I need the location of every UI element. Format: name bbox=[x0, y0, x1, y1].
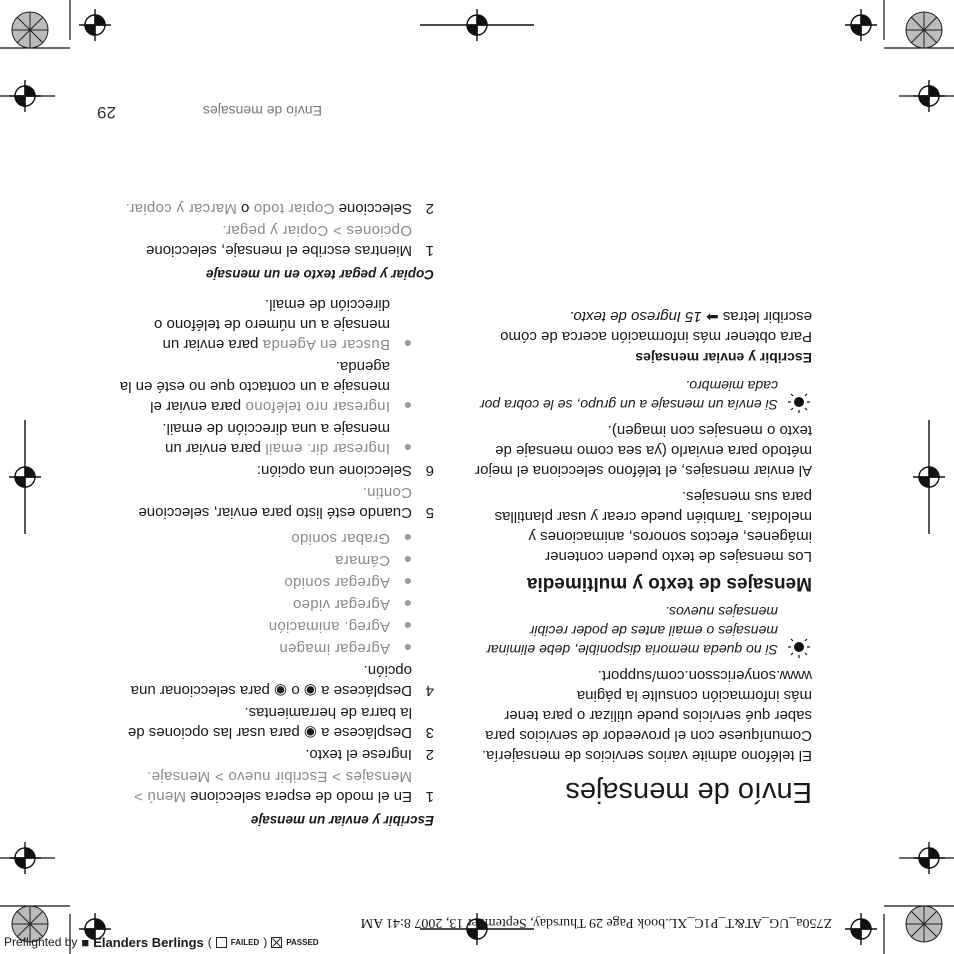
list-item: ● Buscar en Agenda para enviar un mensaje a un número de teléfono o dirección de email. bbox=[154, 296, 412, 353]
section-heading: Mensajes de texto y multimedia bbox=[526, 573, 812, 594]
registration-mark-tl bbox=[845, 913, 877, 945]
passed-checkbox bbox=[271, 937, 282, 948]
list-item: 6 Seleccione una opción: ● Ingresar dir. email para enviar un mensaje a una dirección de email. ● Ingresar nro teléfono para enviar el mensaje a un contacto que no esté en la agenda. ● Buscar en Agenda para enviar un mensaje a un número de teléfono o dirección de email. bbox=[114, 290, 434, 480]
list-item: 4 Desplácese a ◉ o ◉ para seleccionar una opción. ● Agregar imagen ● Agreg. animación ● Agregar video ● Agregar sonido ● Cámara ● Grabar sonido bbox=[114, 524, 434, 700]
subsection-heading: Escribir y enviar mensajes bbox=[635, 350, 812, 366]
tip-group bbox=[472, 376, 812, 414]
brand-logo: ■ bbox=[81, 934, 90, 950]
paragraph-sending: Al enviar mensajes, el teléfono selecciona el mejor método para enviarlo (ya sea como mensaje de texto o mensajes con imagen). bbox=[475, 422, 812, 479]
procedure-heading-copy: Copiar y pegar texto en un mensaje bbox=[205, 267, 434, 282]
intro-paragraph: El teléfono admite varios servicios de mensajería. Comuníquese con el proveedor de servicios para saber qué servicios puede utilizar o para tener más información consulte la página www.sonyericsson.com/support. bbox=[481, 667, 812, 764]
running-title: Envío de mensajes bbox=[202, 103, 322, 119]
page-number: 29 bbox=[97, 103, 116, 122]
paragraph-reference: Para obtener más información acerca de cómo escribir letras ➡ 15 Ingreso de texto. bbox=[500, 308, 812, 345]
main-column bbox=[472, 300, 812, 809]
brand-name: Elanders Berlings bbox=[93, 934, 204, 950]
paragraph-multimedia: Los mensajes de texto pueden contener imágenes, efectos sonoros, animaciones y melodías. También puede crear y usar plantillas para sus mensajes. bbox=[494, 488, 812, 565]
list-item: ● Cámara bbox=[334, 552, 412, 569]
preflight-label: Preflighted by bbox=[4, 935, 78, 949]
list-item: ● Agregar video bbox=[292, 596, 412, 613]
list-item: ● Ingresar nro teléfono para enviar el mensaje a un contacto que no esté en la agenda. bbox=[119, 358, 412, 415]
chapter-title: Envío de mensajes bbox=[565, 776, 812, 808]
steps-copy-list bbox=[114, 198, 434, 260]
lightbulb-icon bbox=[786, 376, 812, 414]
list-item: 1 En el modo de espera seleccione Menú > Mensajes > Escribir nuevo > Mensaje. bbox=[133, 768, 434, 805]
steps-column bbox=[114, 196, 434, 836]
tip-text: Si envía un mensaje a un grupo, se le cobra por cada miembro. bbox=[479, 378, 778, 413]
tip-memory bbox=[472, 602, 812, 659]
attachment-options-list bbox=[114, 528, 412, 658]
list-item: ● Agregar sonido bbox=[284, 574, 412, 591]
list-item: 5 Cuando esté listo para enviar, seleccione Contin. bbox=[138, 484, 434, 521]
arrow-icon: ➡ bbox=[706, 308, 719, 325]
tip-text: Si no queda memoria disponible, debe eliminar mensajes o email antes de poder recibir mensajes nuevos. bbox=[486, 604, 778, 658]
menu-path: Menú > Mensajes > Escribir nuevo > Mensaje. bbox=[133, 768, 412, 805]
list-item: ● Ingresar dir. email para enviar un mensaje a una dirección de email. bbox=[162, 420, 412, 457]
lightbulb-icon bbox=[786, 602, 812, 659]
passed-label: PASSED bbox=[286, 937, 319, 947]
cross-reference-link[interactable]: 15 Ingreso de texto. bbox=[569, 308, 702, 325]
list-item: 1 Mientras escribe el mensaje, seleccione Opciones > Copiar y pegar. bbox=[146, 222, 434, 259]
list-item: 3 Desplácese a ◉ para usar las opciones de la barra de herramientas. bbox=[127, 704, 434, 741]
send-options-list bbox=[114, 294, 412, 458]
list-item: ● Agreg. animación bbox=[268, 618, 412, 635]
list-item: ● Grabar sonido bbox=[291, 530, 412, 547]
steps-write-list bbox=[114, 290, 434, 806]
slug-line: Z750a_UG_AT&T_P1C_XL.book Page 29 Thursday, September 13, 2007 8:41 AM bbox=[360, 915, 832, 930]
list-item: 2 Seleccione Copiar todo o Marcar y copiar. bbox=[125, 200, 434, 217]
list-item: ● Agregar imagen bbox=[279, 640, 412, 657]
list-item: 2 Ingrese el texto. bbox=[305, 746, 434, 763]
failed-checkbox bbox=[216, 937, 227, 948]
failed-label: FAILED bbox=[230, 937, 260, 947]
preflight-stamp: Preflighted by ■ Elanders Berlings ( FAILED ) PASSED bbox=[4, 934, 319, 950]
procedure-heading-write: Escribir y enviar un mensaje bbox=[250, 813, 434, 828]
